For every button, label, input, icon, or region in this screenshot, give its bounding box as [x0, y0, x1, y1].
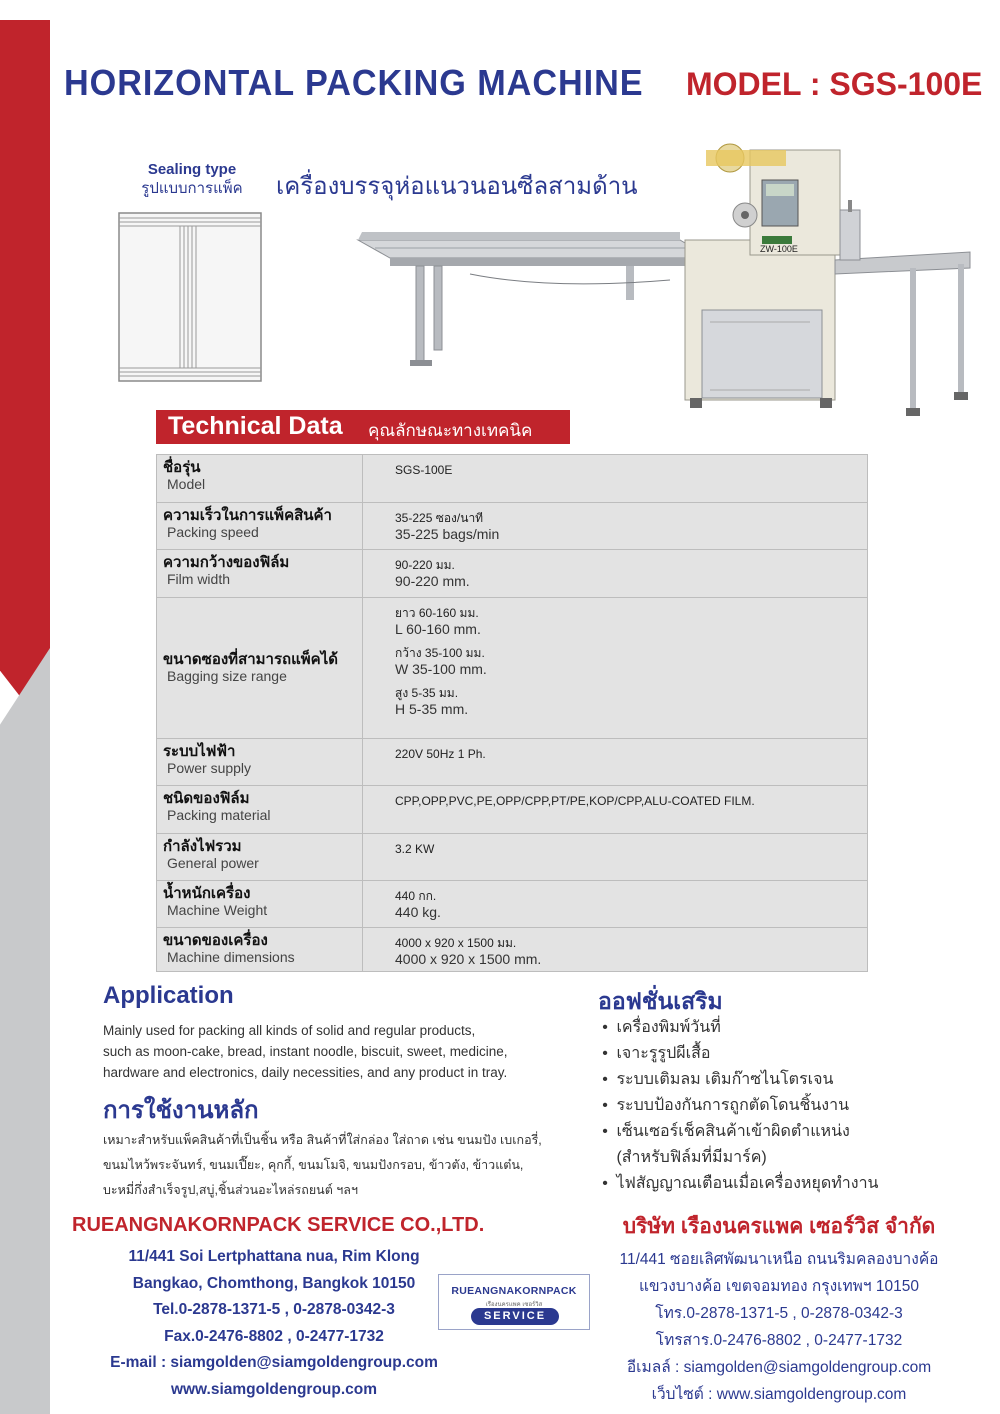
table-row	[157, 834, 868, 881]
machine-panel-label: ZW-100E	[760, 244, 798, 254]
application-text-en: Mainly used for packing all kinds of solid and regular products, such as moon-cake, bread, instant noodle, biscuit, sweet, medicine, hardware and electronics, daily necessities, and any product in tray.	[103, 1023, 508, 1080]
size-width-th: กว้าง 35-100 มม.	[395, 646, 485, 660]
row-label-th: ขนาดของเครื่อง	[163, 932, 268, 949]
table-row	[157, 786, 868, 834]
row-label-th: ระบบไฟฟ้า	[163, 743, 236, 760]
sealing-type-label	[112, 160, 272, 198]
sealing-type-en: Sealing type	[147, 161, 237, 178]
row-label-th: น้ำหนักเครื่อง	[163, 885, 251, 902]
technical-data-title-en: Technical Data	[168, 412, 343, 440]
application-title-en: Application	[103, 982, 234, 1009]
list-item: • ระบบป้องกันการถูกตัดโดนชิ้นงาน	[602, 1097, 850, 1114]
technical-data-table	[156, 454, 868, 972]
table-row	[157, 739, 868, 786]
options-title: ออฟชั่นเสริม	[598, 988, 723, 1014]
row-label-th: ความกว้างของฟิล์ม	[163, 554, 290, 571]
page-title: HORIZONTAL PACKING MACHINE	[64, 62, 644, 103]
table-row	[157, 503, 868, 550]
row-label-en: Model	[167, 476, 206, 492]
gray-side-stripe	[0, 648, 50, 1414]
list-item: (สำหรับฟิล์มที่มีมาร์ค)	[616, 1149, 767, 1166]
list-item: • เซ็นเซอร์เช็คสินค้าเข้าผิดตำแหน่ง	[602, 1123, 850, 1140]
model-title: MODEL : SGS-100E	[686, 66, 983, 102]
row-label-th: ขนาดซองที่สามารถแพ็คได้	[163, 651, 338, 668]
sealing-type-th: รูปแบบการแพ็ค	[141, 180, 243, 197]
row-value-en: 4000 x 920 x 1500 mm.	[395, 951, 542, 967]
company-name-en: RUEANGNAKORNPACK SERVICE CO.,LTD.	[72, 1214, 485, 1236]
row-label-en: Packing material	[167, 807, 271, 823]
row-value: CPP,OPP,PVC,PE,OPP/CPP,PT/PE,KOP/CPP,ALU-COATED FILM.	[395, 794, 755, 808]
row-label-th: ชนิดของฟิล์ม	[163, 790, 250, 807]
row-label-en: General power	[167, 855, 259, 871]
options-list	[598, 1015, 958, 1197]
row-value-th: 440 กก.	[395, 889, 437, 903]
size-length-th: ยาว 60-160 มม.	[395, 606, 479, 620]
row-label-en: Film width	[167, 571, 231, 587]
application-title-th: การใช้งานหลัก	[103, 1097, 259, 1124]
size-length-en: L 60-160 mm.	[395, 621, 481, 637]
row-label-en: Machine Weight	[167, 902, 268, 918]
row-value: 3.2 KW	[395, 842, 435, 856]
technical-data-title-th: คุณลักษณะทางเทคนิค	[368, 421, 533, 440]
row-value: 220V 50Hz 1 Ph.	[395, 747, 486, 761]
row-value-en: 90-220 mm.	[395, 573, 470, 589]
row-label-en: Packing speed	[167, 524, 259, 540]
row-label-th: กำลังไฟรวม	[163, 838, 242, 855]
row-label-th: ชื่อรุ่น	[163, 459, 201, 476]
table-row	[157, 598, 868, 739]
list-item: • เจาะรูรูปผีเสื้อ	[602, 1045, 711, 1062]
list-item: • ระบบเติมลม เติมก๊าซไนโตรเจน	[602, 1071, 834, 1088]
red-side-stripe	[0, 20, 50, 735]
row-label-en: Power supply	[167, 760, 252, 776]
row-label-en: Machine dimensions	[167, 949, 295, 965]
row-value-en: 440 kg.	[395, 904, 441, 920]
row-value-en: 35-225 bags/min	[395, 526, 500, 542]
size-width-en: W 35-100 mm.	[395, 661, 487, 677]
table-row	[157, 928, 868, 972]
list-item: • เครื่องพิมพ์วันที่	[602, 1019, 721, 1036]
row-value-th: 90-220 มม.	[395, 558, 455, 572]
company-logo: RUEANGNAKORNPACK เรืองนครแพค เซอร์วิส SERVICE	[438, 1274, 590, 1330]
company-name-th: บริษัท เรืองนครแพค เซอร์วิส จำกัด	[622, 1215, 936, 1238]
company-address-th: 11/441 ซอยเลิศพัฒนาเหนือ ถนนริมคลองบางค้อ แขวงบางค้อ เขตจอมทอง กรุงเทพฯ 10150 โทร.0-2878-1371-5 , 0-2878-0342-3 โทรสาร.0-2476-8802 , 0-2477-1732 อีเมลล์ : siamgolden@siamgoldengroup.com เว็บไซต์ : www.siamgoldengroup.com	[619, 1251, 939, 1403]
company-address-en: 11/441 Soi Lertphattana nua, Rim Klong Bangkao, Chomthong, Bangkok 10150 Tel.0-2878-1371-5 , 0-2878-0342-3 Fax.0-2476-8802 , 0-2477-1732 E-mail : siamgolden@siamgoldengroup.com www.siamgoldengroup.com	[110, 1248, 438, 1398]
application-text-th: เหมาะสำหรับแพ็คสินค้าที่เป็นชิ้น หรือ สินค้าที่ใส่กล่อง ใส่ถาด เช่น ขนมปัง เบเกอรี่, ขนมไหว้พระจันทร์, ขนมเปี๊ยะ, คุกกี้, ขนมโมจิ, ขนมปังกรอบ, ข้าวตัง, ข้าวแต๋น, บะหมี่กึ่งสำเร็จรูป,สบู่,ชิ้นส่วนอะไหล่รถยนต์ ฯลฯ	[103, 1133, 542, 1197]
row-value-th: 35-225 ซอง/นาที	[395, 511, 484, 525]
row-label-en: Bagging size range	[167, 668, 287, 684]
row-value-th: 4000 x 920 x 1500 มม.	[395, 936, 517, 950]
table-row	[157, 455, 868, 503]
size-height-en: H 5-35 mm.	[395, 701, 469, 717]
row-value: SGS-100E	[395, 463, 453, 477]
table-row	[157, 881, 868, 928]
size-height-th: สูง 5-35 มม.	[395, 686, 459, 700]
machine-subtitle-th: เครื่องบรรจุห่อแนวนอนซีลสามด้าน	[276, 173, 638, 200]
list-item: • ไฟสัญญาณเตือนเมื่อเครื่องหยุดทำงาน	[602, 1175, 879, 1192]
row-label-th: ความเร็วในการแพ็คสินค้า	[163, 507, 332, 524]
table-row	[157, 550, 868, 598]
packing-machine-illustration	[350, 140, 980, 440]
technical-data-header	[156, 410, 570, 444]
sealing-type-diagram	[118, 212, 262, 382]
